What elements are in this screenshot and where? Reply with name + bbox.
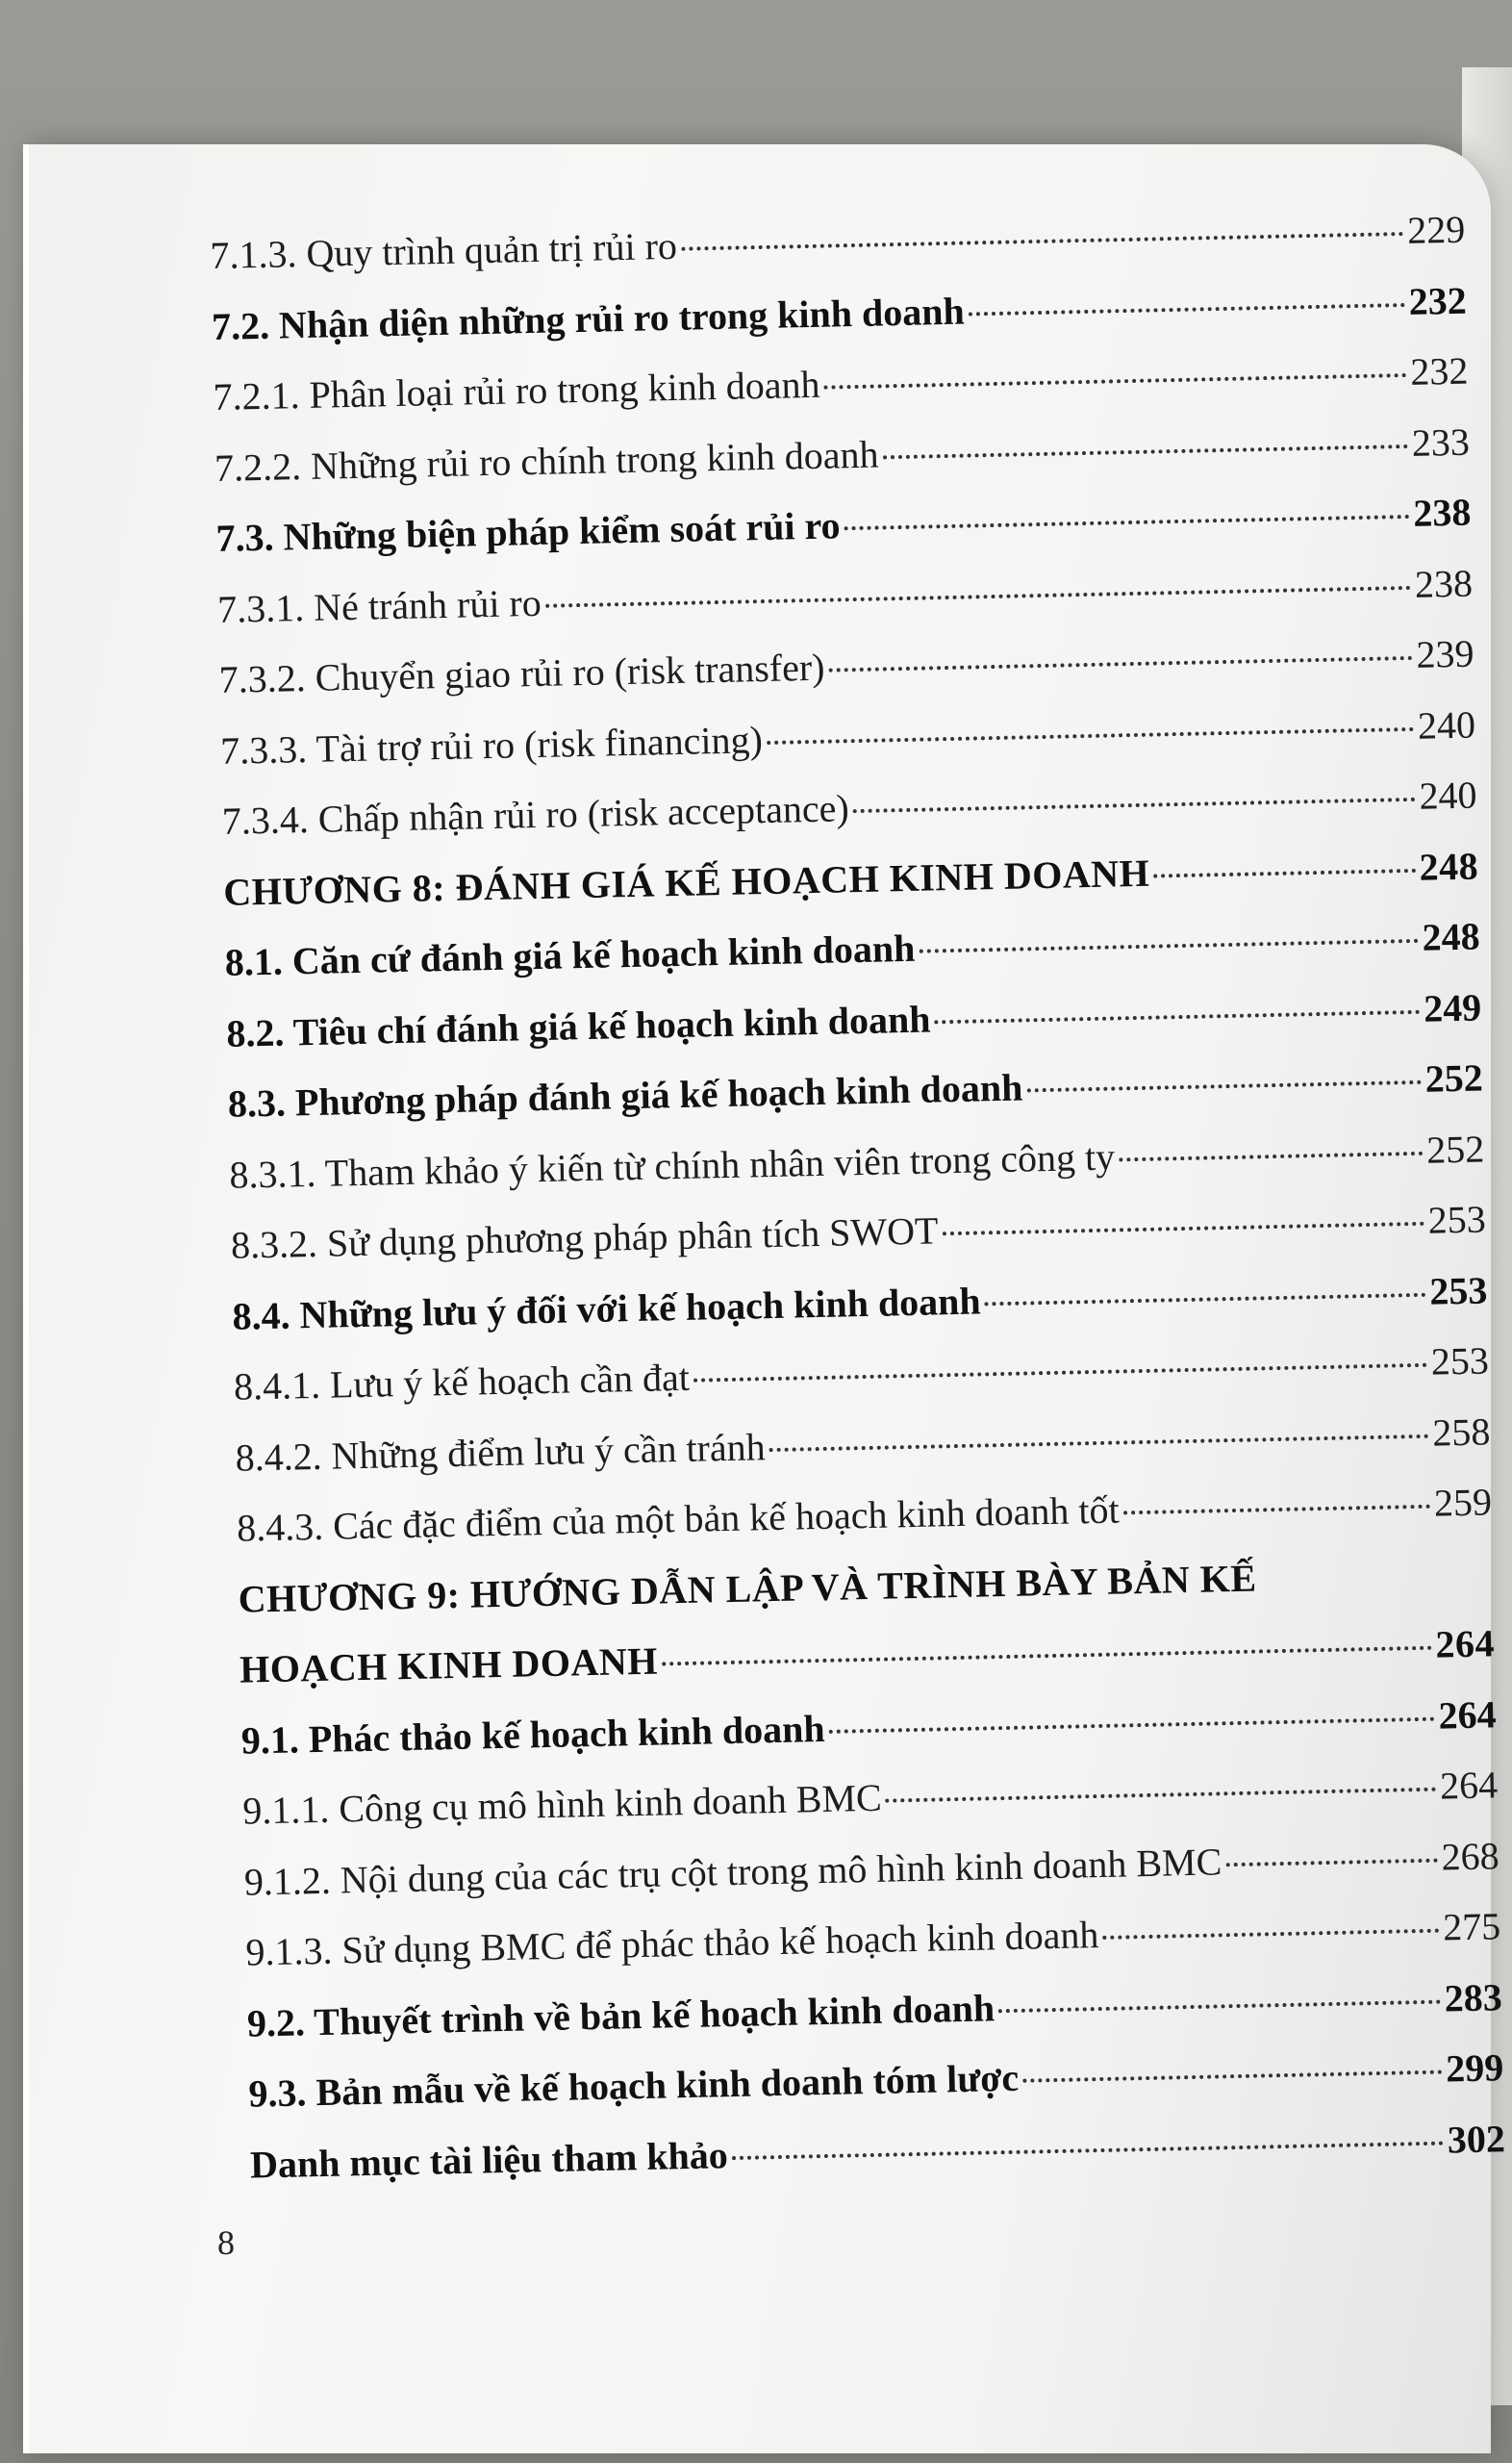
toc-entry-title: 8.4. Những lưu ý đối với kế hoạch kinh doanh bbox=[232, 1278, 982, 1338]
toc-entry-title: 8.3.1. Tham khảo ý kiến từ chính nhân viên trong công ty bbox=[229, 1134, 1116, 1197]
toc-entry-title: 7.2.2. Những rủi ro chính trong kinh doanh bbox=[214, 431, 879, 490]
toc-entry-page: 258 bbox=[1431, 1409, 1491, 1455]
dot-leader bbox=[1119, 1151, 1423, 1161]
toc-entry-title: 9.1.2. Nội dung của các trụ cột trong mô hình kinh doanh BMC bbox=[243, 1839, 1222, 1904]
toc-entry-page: 238 bbox=[1414, 561, 1474, 606]
table-of-contents bbox=[210, 207, 1506, 2213]
toc-entry-title: 9.2. Thuyết trình về bản kế hoạch kinh doanh bbox=[246, 1985, 995, 2045]
dot-leader bbox=[1123, 1505, 1430, 1515]
toc-entry-chapter-9 bbox=[238, 1550, 1496, 1717]
dot-leader bbox=[998, 1999, 1441, 2013]
dot-leader bbox=[681, 232, 1403, 251]
toc-entry-title: Danh mục tài liệu tham khảo bbox=[249, 2132, 729, 2187]
dot-leader bbox=[545, 585, 1411, 607]
toc-entry-title: 9.1.3. Sử dụng BMC để phác thảo kế hoạch kinh doanh bbox=[244, 1913, 1099, 1974]
toc-entry-title: 8.2. Tiêu chí đánh giá kế hoạch kinh doanh bbox=[225, 996, 931, 1055]
toc-entry-page: 253 bbox=[1430, 1338, 1490, 1384]
dot-leader bbox=[942, 1222, 1424, 1236]
toc-entry-page: 240 bbox=[1419, 773, 1477, 818]
toc-entry-page: 299 bbox=[1445, 2045, 1504, 2091]
dot-leader bbox=[1102, 1929, 1439, 1940]
dot-leader bbox=[662, 1646, 1432, 1666]
toc-entry-page: 248 bbox=[1422, 914, 1481, 959]
toc-entry-title: 8.1. Căn cứ đánh giá kế hoạch kinh doanh bbox=[224, 926, 916, 984]
toc-entry-page: 253 bbox=[1427, 1197, 1487, 1242]
toc-entry-title: 7.3. Những biện pháp kiểm soát rủi ro bbox=[215, 503, 841, 560]
toc-entry-page: 238 bbox=[1412, 490, 1472, 535]
toc-entry-page: 248 bbox=[1419, 844, 1479, 889]
toc-entry-page: 239 bbox=[1415, 631, 1474, 676]
dot-leader bbox=[1225, 1858, 1438, 1866]
toc-part-chapter9 bbox=[240, 1691, 1505, 2213]
toc-entry-page: 302 bbox=[1447, 2116, 1506, 2161]
toc-entry-title: 8.4.1. Lưu ý kế hoạch cần đạt bbox=[233, 1355, 691, 1409]
toc-entry-page: 252 bbox=[1424, 1055, 1484, 1101]
toc-entry-page: 264 bbox=[1439, 1763, 1499, 1808]
toc-entry-title: 8.4.2. Những điểm lưu ý cần tránh bbox=[235, 1424, 767, 1480]
dot-leader bbox=[732, 2141, 1444, 2160]
toc-entry-title: CHƯƠNG 8: ĐÁNH GIÁ KẾ HOẠCH KINH DOANH bbox=[222, 851, 1150, 914]
toc-entry-title: 9.3. Bản mẫu về kế hoạch kinh doanh tóm lược bbox=[248, 2055, 1020, 2116]
toc-entry-page: 232 bbox=[1409, 348, 1469, 394]
toc-entry-title: 7.2.1. Phân loại rủi ro trong kinh doanh bbox=[213, 362, 820, 419]
toc-entry-title: 9.1. Phác thảo kế hoạch kinh doanh bbox=[240, 1706, 825, 1763]
toc-entry-page: 253 bbox=[1428, 1267, 1488, 1313]
toc-entry-title: 8.3. Phương pháp đánh giá kế hoạch kinh doanh bbox=[227, 1065, 1023, 1126]
dot-leader bbox=[919, 939, 1418, 953]
dot-leader bbox=[828, 656, 1412, 673]
toc-entry-title: 8.3.2. Sử dụng phương pháp phân tích SWOT bbox=[230, 1208, 939, 1267]
toc-entry-page: 283 bbox=[1444, 1974, 1503, 2020]
toc-entry-page: 249 bbox=[1423, 984, 1482, 1030]
toc-entry-page: 268 bbox=[1441, 1833, 1500, 1879]
dot-leader bbox=[1022, 2070, 1442, 2083]
chapter-9-page: 264 bbox=[1435, 1621, 1496, 1666]
dot-leader bbox=[882, 444, 1407, 458]
dot-leader bbox=[985, 1292, 1426, 1306]
toc-entry-page: 229 bbox=[1406, 207, 1466, 252]
toc-entry-title: 7.3.2. Chuyển giao rủi ro (risk transfer) bbox=[218, 645, 825, 701]
toc-entry-title: 7.1.3. Quy trình quản trị rủi ro bbox=[210, 223, 678, 277]
toc-entry-title: 7.3.3. Tài trợ rủi ro (risk financing) bbox=[219, 717, 764, 773]
dot-leader bbox=[934, 1009, 1420, 1024]
toc-entry-title: 8.4.3. Các đặc điểm của một bản kế hoạch kinh doanh tốt bbox=[236, 1487, 1121, 1550]
toc-entry-page: 240 bbox=[1417, 702, 1476, 748]
dot-leader bbox=[769, 1434, 1429, 1451]
dot-leader bbox=[844, 515, 1409, 530]
dot-leader bbox=[824, 373, 1407, 390]
toc-entry-title: 7.3.4. Chấp nhận rủi ro (risk acceptance) bbox=[221, 786, 850, 843]
toc-entry-page: 264 bbox=[1438, 1691, 1498, 1738]
dot-leader bbox=[829, 1716, 1435, 1733]
dot-leader bbox=[853, 798, 1416, 813]
toc-entry-page: 232 bbox=[1408, 278, 1468, 323]
dot-leader bbox=[886, 1788, 1437, 1803]
book-page bbox=[29, 144, 1506, 2453]
chapter-9-title-text2: HOẠCH KINH DOANH bbox=[239, 1638, 659, 1691]
toc-part-chapter7-8 bbox=[210, 207, 1493, 1577]
toc-entry-page: 275 bbox=[1442, 1904, 1501, 1949]
dot-leader bbox=[1153, 868, 1415, 877]
dot-leader bbox=[969, 302, 1405, 316]
page-content bbox=[29, 144, 1506, 2453]
toc-entry-page: 252 bbox=[1425, 1126, 1485, 1172]
dot-leader bbox=[693, 1363, 1427, 1383]
toc-entry-title: 7.3.1. Né tránh rủi ro bbox=[216, 580, 542, 631]
page-number: 8 bbox=[217, 2223, 235, 2262]
toc-entry-page: 259 bbox=[1433, 1480, 1493, 1525]
dot-leader bbox=[1026, 1080, 1421, 1093]
toc-entry-title: 7.2. Nhận diện những rủi ro trong kinh doanh bbox=[211, 289, 966, 348]
dot-leader bbox=[767, 726, 1414, 744]
toc-entry-title: 9.1.1. Công cụ mô hình kinh doanh BMC bbox=[241, 1775, 883, 1833]
chapter-9-title-text1: CHƯƠNG 9: HƯỚNG DẪN LẬP VÀ TRÌNH BÀY BẢN KẾ bbox=[238, 1556, 1257, 1621]
toc-entry-page: 233 bbox=[1411, 419, 1471, 465]
